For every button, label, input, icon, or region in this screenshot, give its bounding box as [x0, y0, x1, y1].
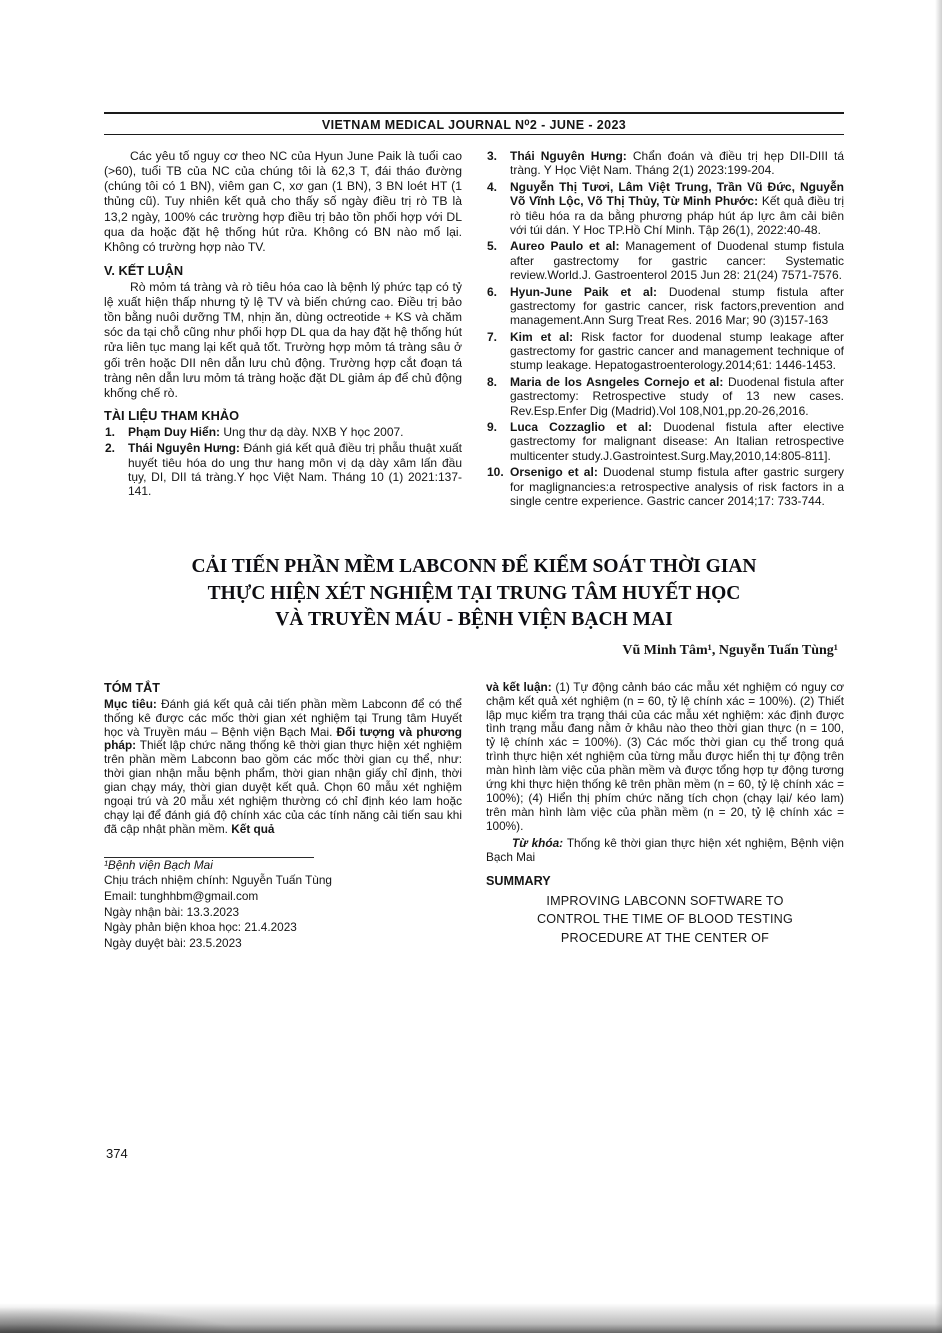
reference-text: Management of Duodenal stump fistula after gastrectomy for gastric cancer: Systematic review.World.J. Gastroenterol 2015 Jun 28: 21(24) 7571-7576. [510, 239, 844, 283]
reference-text: Kết quả điều trị rò tiêu hóa ra da bằng phương pháp hút áp lực âm cải biên với túi dán. Y Hoc TP.Hồ Chí Minh. Tập 26(1), 2022:40-48. [510, 194, 844, 237]
reference-item-6 [486, 285, 844, 328]
reference-authors: Nguyễn Thị Tươi, Lâm Việt Trung, Trần Vũ Đức, Nguyễn Võ Vĩnh Lộc, Võ Thị Thủy, Từ Minh Phước: [510, 179, 844, 209]
footnote-accepted-date: Ngày duyệt bài: 23.5.2023 [104, 935, 242, 950]
section-article1 [104, 149, 844, 510]
article2-right-column [486, 681, 844, 951]
reference-number: 3. [487, 149, 498, 163]
abstract-methods-text: Thiết lập chức năng thống kê thời gian thực hiện xét nghiệm trên phần mềm Labconn bao gồm các mốc thời gian cụ thể, như: thời gian nhận mẫu bệnh phẩm, thời gian nhận giấy chỉ định, thời gian chạy máy, thời gian duyệt kết quả. Chọn 60 mẫu xét nghiệm ngoại trú và 20 mẫu xét nghiệm thường có chỉ định kéo lam hoặc chạy lại để đánh giá độ chính xác của các tính năng cải tiến sau khi đã cập nhật phần mềm. [104, 738, 462, 836]
keywords-label: Từ khóa: [512, 835, 564, 850]
reference-number: 7. [487, 329, 498, 344]
conclusion-paragraph: Rò mỏm tá tràng và rò tiêu hóa cao là bệnh lý phức tạp có tỷ lệ xuất hiện thấp nhưng tỷ lệ TV và biến chứng cao. Điều trị bảo tồn bằng nuôi dưỡng TM, nhịn ăn, dùng octreotide + KS và chăm sóc da tại chỗ cũng như phối hợp DL qua da hay đặt hệ thống hút rửa liên tục mang lại kết quả tốt. Trường hợp mỏm tá tràng sâu ở gối trên hoặc DII nên dẫn lưu chủ động. Trường hợp cắt đoạn tá tràng nên dẫn lưu mỏm tá tràng hoặc đặt DL giảm áp để chủ động khống chế rò. [104, 279, 462, 400]
footnote-received-date: Ngày nhận bài: 13.3.2023 [104, 904, 240, 919]
reference-authors: Kim et al: [510, 329, 574, 344]
reference-text: Ung thư dạ dày. NXB Y học 2007. [220, 424, 404, 439]
risk-factors-paragraph: Các yêu tố nguy cơ theo NC của Hyun June Paik là tuổi cao (>60), tuổi TB của NC của chúng tôi là 62,3 T, đái tháo đường (chúng tôi có 1 BN), viêm gan C, xơ gan (1 BN), 3 BN loét HT (1 thủng cũ). Tuy nhiên kết quả cho thấy số ngày điều trị rò TB là 13,2 ngày, 100% các trường hợp điều trị bảo tồn phối hợp với DL qua da hoặc đặt hệ thống hút rửa. Không có BN nào mổ lại. Không có trường hợp nào TV. [104, 149, 462, 254]
footnote-block [104, 857, 462, 951]
article1-right-column [486, 149, 844, 510]
reference-item-5 [486, 239, 844, 282]
reference-authors: Hyun-June Paik et al: [510, 284, 658, 299]
reference-authors: Aureo Paulo et al: [510, 239, 620, 254]
reference-number: 8. [487, 374, 498, 389]
abstract-results-label: Kết quả [231, 821, 275, 836]
reference-item-9 [486, 420, 844, 463]
reference-number: 4. [487, 179, 498, 194]
keywords-paragraph [486, 837, 844, 865]
summary-title-line-3: PROCEDURE AT THE CENTER OF [560, 931, 770, 946]
reference-authors: Thái Nguyên Hưng: [128, 441, 240, 456]
references-heading: TÀI LIỆU THAM KHẢO [104, 407, 240, 423]
abstract-conclusion-paragraph [486, 681, 844, 834]
journal-header [104, 112, 844, 135]
summary-title-line-2: CONTROL THE TIME OF BLOOD TESTING [537, 912, 793, 927]
reference-item-1 [104, 425, 462, 439]
journal-header-title: VIETNAM MEDICAL JOURNAL N⁰2 - JUNE - 2023 [321, 118, 627, 132]
reference-item-3 [486, 149, 844, 178]
summary-title-line-1: IMPROVING LABCONN SOFTWARE TO [546, 893, 784, 908]
authors-line: Vũ Minh Tâm¹, Nguyễn Tuấn Tùng¹ [622, 642, 838, 658]
footnote-reviewed-date: Ngày phản biện khoa học: 21.4.2023 [104, 920, 297, 935]
scan-edge-shadow-bottom [0, 1303, 942, 1333]
reference-number: 10. [487, 465, 504, 480]
reference-authors: Orsenigo et al: [510, 465, 598, 480]
reference-text: Risk factor for duodenal stump leakage after gastrectomy for gastric cancer and management technique of stump leakage. Hepatogastroenterology.2014;61: 1446-1453. [510, 329, 844, 373]
abstract-objective-label: Mục tiêu: [104, 696, 157, 711]
reference-number: 6. [487, 284, 498, 299]
article1-left-column [104, 149, 462, 510]
reference-text: Duodenal stump fistula after gastric surgery for maglignancies:a retrospective analysis of risk factors in a single centre experience. Gastric cancer 2014;17: 733-744. [510, 465, 844, 508]
reference-item-7 [486, 330, 844, 373]
reference-text: Chẩn đoán và điều trị hẹp DII-DIII tá tràng. Y Học Việt Nam. Tháng 2(1) 2023:199-204. [510, 149, 844, 178]
article2-title-line-1: CẢI TIẾN PHẦN MỀM LABCONN ĐỂ KIỂM SOÁT THỜI GIAN [191, 556, 757, 578]
scan-edge-shadow-corner [0, 1307, 240, 1333]
article2-title-line-2: THỰC HIỆN XÉT NGHIỆM TẠI TRUNG TÂM HUYẾT HỌC [207, 582, 741, 604]
abstract-methods-label: Đối tượng và phương pháp: [104, 724, 463, 753]
footnote-corresponding-author: Chịu trách nhiệm chính: Nguyễn Tuấn Tùng [104, 873, 332, 888]
reference-authors: Luca Cozzaglio et al: [510, 420, 653, 435]
reference-number: 2. [105, 441, 116, 456]
article2-title-line-3: VÀ TRUYỀN MÁU - BỆNH VIỆN BẠCH MAI [275, 608, 673, 630]
abstract-conclusion-text: (1) Tự động cảnh báo các mẫu xét nghiệm có nguy cơ chậm kết quả xét nghiệm (n = 60, tỷ lệ chính xác = 100%). (2) Thiết lập mục kiểm tra trạng thái của các mẫu xét nghiệm: xác định được tình trạng mẫu đang nằm ở khâu nào theo thời gian thực (n = 100, tỷ lệ chính xác = 100%). (3) Các mốc thời gian cụ thể trong quá trình thực hiện xét nghiệm của từng mẫu được hiển thị tự động trên màn hình làm việc của phần mềm và được tổng hợp tự động tương ứng khi thực hiện thống kê trên phần mềm (n = 60, tỷ lệ chính xác = 100%); (4) Hiển thị phím chức năng tích chọn (chạy lại/ kéo lam) trên màn hình làm việc của phần mềm (n = 20, tỷ lệ chính xác = 100%). [486, 679, 844, 833]
abstract-paragraph [104, 698, 462, 837]
scan-edge-shadow-right [935, 0, 942, 1333]
reference-text: Duodenal stump fistula after gastrectomy for gastric cancer, risk factors,prevention and management.Ann Surg Treat Res. 2016 Mar; 90 (3)157-163 [510, 284, 844, 328]
article2-title [104, 554, 844, 632]
reference-item-4 [486, 180, 844, 238]
article2-title-block [104, 554, 844, 658]
abstract-objective-text: Đánh giá kết quả cải tiến phần mềm Labconn để có thể thống kê được các mốc thời gian xét nghiệm tại Trung tâm Huyết học và Truyền máu – Bệnh viện Bạch Mai. [104, 696, 462, 739]
reference-number: 9. [487, 420, 498, 435]
reference-text: Đánh giá kết quả điều trị phẫu thuật xuất huyết tiêu hóa do ung thư hang môn vị dạ dày xâm lấn đầu tụy, DI, DII tá tràng.Y học Việt Nam. Tháng 10 (1) 2021:137-141. [128, 441, 462, 499]
reference-authors: Thái Nguyên Hưng: [510, 149, 627, 163]
reference-text: Duodenal fistula after gastrectomy: Retrospective study of 13 new cases. Rev.Esp.Enfer Dig (Madrid).Vol 108,N01,pp.20-26,2016. [510, 374, 844, 418]
footnote-affiliation: ¹Bệnh viện Bạch Mai [104, 857, 213, 872]
section-article2 [104, 681, 844, 951]
article2-left-column [104, 681, 462, 951]
reference-authors: Phạm Duy Hiển: [128, 424, 221, 439]
abstract-conclusion-label: và kết luận: [486, 679, 552, 694]
keywords-text: Thống kê thời gian thực hiện xét nghiệm, Bệnh viện Bạch Mai [486, 835, 844, 864]
abstract-heading: TÓM TẮT [104, 680, 160, 695]
reference-item-2 [104, 441, 462, 499]
reference-authors: Maria de los Asngeles Cornejo et al: [510, 374, 724, 389]
footnote-email: Email: tunghhbm@gmail.com [104, 888, 259, 903]
conclusion-heading: V. KẾT LUẬN [104, 262, 184, 278]
summary-heading: SUMMARY [486, 873, 551, 888]
reference-number: 5. [487, 239, 498, 254]
reference-item-8 [486, 375, 844, 418]
summary-english-title [486, 892, 844, 949]
reference-item-10 [486, 465, 844, 508]
reference-number: 1. [105, 424, 116, 439]
page-number: 374 [106, 1146, 128, 1161]
reference-text: Duodenal fistula after elective gastrectomy for malignant disease: An Italian retrospective multicenter study.J.Gastrointest.Surg.May,2010,14:805-811]. [510, 420, 844, 463]
